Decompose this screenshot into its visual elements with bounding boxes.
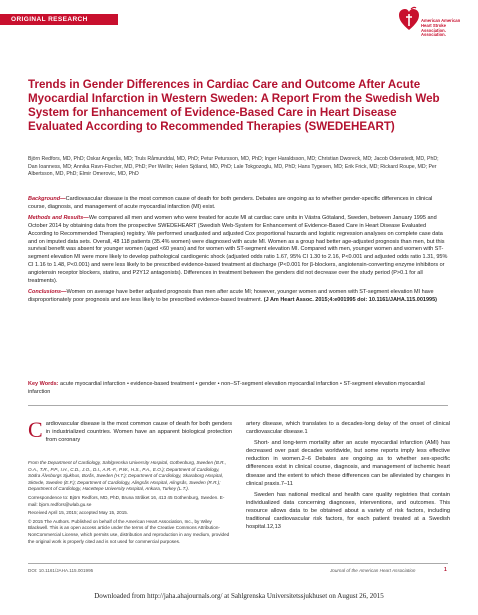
right-paragraph-3: Sweden has national medical and health care quality registries that contain individualized data concerning diagnoses, interventions, and outcomes. This resource allows data to be obtained about a variety of risk factors, including traditional cardiovascular risk factors, for each patient treated at a Swedish hospital.12,13 (246, 491, 450, 531)
page-number: 1 (444, 567, 447, 573)
abstract-methods: Methods and Results—We compared all men and women who were treated for acute MI at cardiac care units in Västra Götaland, Sweden, between January 1995 and October 2014 by obtaining data from the prospective SWEDEHEART (Swedish Web-System for Enhancement of Evidence-Based Care in Heart Disease Evaluated According to Recommended Therapies) registry. We performed unadjusted and adjusted Cox proportional hazards and logistic regression analyses on complete case data and on imputed data sets. Overall, 48 118 patients (35.4% women) were diagnosed with acute MI. Women as a group had better age-adjusted prognosis than men, but this survival benefit was absent for younger women (aged <60 years) and for women with ST-segment elevation MI. Compared with men, younger women and women with ST-segment elevation MI were more likely to develop pathological cardiogenic shock (adjusted odds ratio 1.67, 95% CI 1.30 to 2.16, P<0.001 and adjusted odds ratio 1.31, 95% CI 1.16 to 1.48, P<0.001) and were less likely to be prescribed evidence-based treatment at discharge (P<0.001 for β-blockers, angiotensin-converting enzyme inhibitors or angiotensin receptor blockers, statins, and P2Y12 antagonists). Differences in treatment between the genders did not decrease over the study period (P>0.1 for all treatments). (28, 214, 448, 285)
drop-cap: C (28, 417, 43, 442)
keywords: Key Words: acute myocardial infarction • evidence-based treatment • gender • non–ST-segment elevation myocardial infarction • ST-segment elevation myocardial infarction (28, 381, 425, 395)
abstract-citation: (J Am Heart Assoc. 2015;4:e001995 doi: 10.1161/JAHA.115.001995) (263, 296, 437, 303)
heart-torch-icon (398, 6, 420, 32)
abstract (28, 196, 448, 308)
right-paragraph-2: Short- and long-term mortality after an acute myocardial infarction (AMI) has decreased over past decades worldwide, but some reports imply less effective reduction in women.2–6 Debates are ongoing as to whether sex-specific differences exist in clinical course, diagnosis, and management of ischemic heart disease and the extent to which these differences can be alleviated by changes in clinical praxis.7–11 (246, 440, 450, 487)
abstract-background: Background—Cardiovascular disease is the most common cause of death for both genders. Debates are ongoing as to whether gender-specific differences in clinical course, diagnosis, and management of acute myocardial infarction (MI) exist. (28, 196, 433, 210)
download-notice[interactable]: Downloaded from http://jaha.ahajournals.org/ at Sahlgrenska Universitetssjukhuset on August 26, 2015 (94, 592, 384, 600)
footer-doi: DOI: 10.1161/JAHA.115.001995 (28, 568, 94, 573)
left-column (28, 417, 232, 447)
right-paragraph-1: artery disease, which translates to a decades-long delay of the onset of clinical cardiovascular disease.1 (246, 421, 450, 436)
article-title: Trends in Gender Differences in Cardiac Care and Outcome After Acute Myocardial Infarction in Western Sweden: A Report From the Swedish Web System for Enhancement of Evidence-Based Care in Heart Disease Evaluated According to Recommended Therapies (SWEDEHEART) (28, 78, 440, 133)
article-type-badge: ORIGINAL RESEARCH (0, 14, 118, 25)
aha-logo (398, 6, 468, 48)
section-divider (28, 405, 448, 406)
aha-asa-wordmark: American American Heart Stroke Association. Association. (421, 18, 461, 38)
author-list: Björn Redfors, MD, PhD; Oskar Angerås, MD; Truls Råmunddal, MD, PhD; Petur Petursson, MD, PhD; Inger Haraldsson, MD; Christian Dworeck, MD; Jacob Odenstedt, MD, PhD; Dan Ioanness, MD; Annika Ravn-Fischer, MD, PhD; Per Wellin; Helen Sjöland, MD, PhD; Lale Tokgozoglu, MD, PhD; Hans Tygesen, MD; Erik Frick, MD; Rickard Roupe, MD; Per Albertsson, MD, PhD; Elmir Omerovic, MD, PhD (28, 156, 439, 178)
affiliations: From the Department of Cardiology, Sahlgrenska University Hospital, Gothenburg, Sweden (B.R., O.A., T.R., P.P., I.H., C.D., J.O., D.I., A.R.-F., P.W., H.S., P.A., E.O.); Department of Cardiology, Södra Älvsborgs Sjukhus, Borås, Sweden (H.T.); Department of Cardiology, Skaraborg Hospital, Skövde, Sweden (E.F.); Department of Cardiology, Alingsås Hospital, Alingsås, Sweden (R.R.); Department of Cardiology, Hacettepe University Hospital, Ankara, Turkey (L.T.). Correspondence to: Björn Redfors, MD, PhD, Bruna Stråket 16, 413 45 Gothenburg, Sweden. E-mail: bjorn.redfors@wlab.gu.se Received April 15, 2015; accepted May 15, 2015. © 2015 The Authors. Published on behalf of the American Heart Association, Inc., by Wiley Blackwell. This is an open access article under the terms of the Creative Commons Attribution-NonCommercial License, which permits use, distribution and reproduction in any medium, provided the original work is properly cited and is not used for commercial purposes. (28, 460, 230, 544)
abstract-conclusions: Conclusions—Women on average have better adjusted prognosis than men after acute MI; however, younger women and women with ST-segment elevation MI have disproportionately poor prognosis and are less likely to be prescribed evidence-based treatment. (J Am Heart Assoc. 2015;4:e001995 doi: 10.1161/JAHA.115.001995) (28, 288, 437, 303)
right-column (246, 420, 450, 534)
intro-paragraph: Cardiovascular disease is the most common cause of death for both genders in industrialized countries. Women have an apparent biological protection from coronary (28, 417, 232, 444)
footer-journal: Journal of the American Heart Association (330, 568, 416, 573)
footer-divider (28, 563, 448, 564)
